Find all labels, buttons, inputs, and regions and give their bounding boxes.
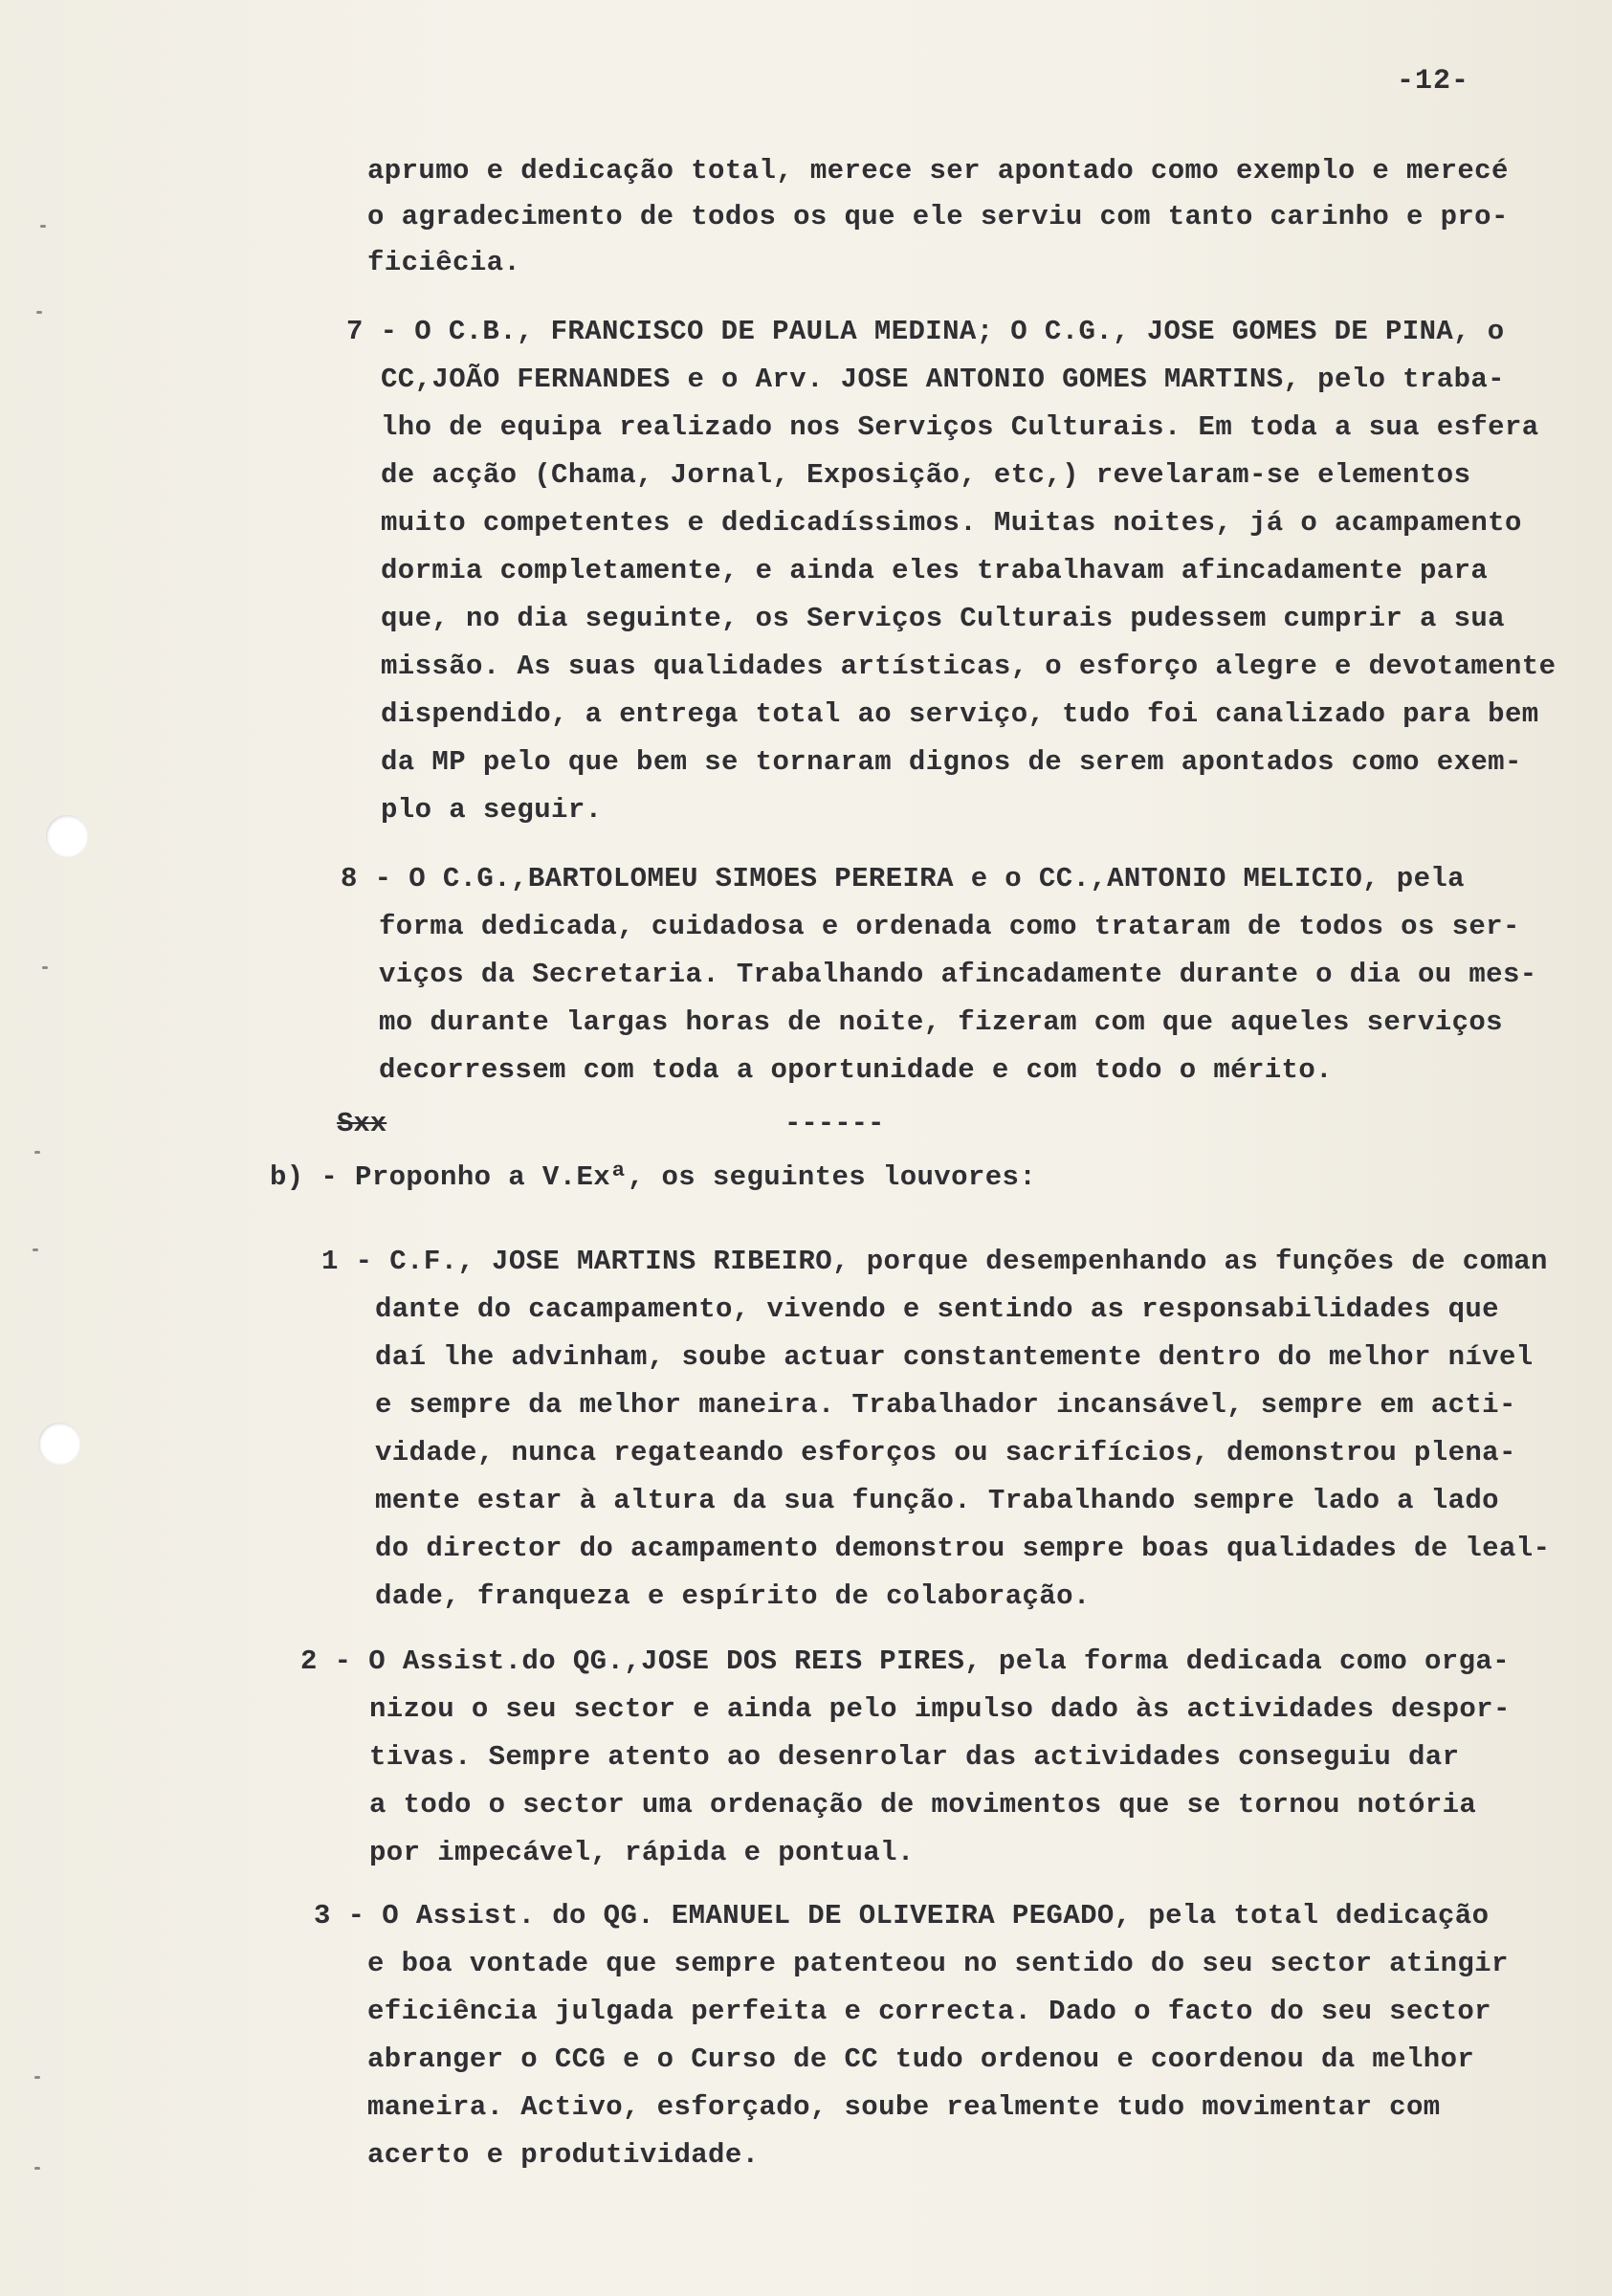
b3-line: eficiência julgada perfeita e correcta. Dado o facto do seu sector (367, 1996, 1491, 2027)
page-number: -12- (1397, 65, 1470, 98)
b3-line: 3 - O Assist. do QG. EMANUEL DE OLIVEIRA PEGADO, pela total dedicação (314, 1900, 1490, 1932)
margin-mark (34, 2167, 40, 2170)
item-8-line: mo durante largas horas de noite, fizeram com que aqueles serviços (379, 1006, 1503, 1038)
item-7-line: dormia completamente, e ainda eles trabalhavam afincadamente para (381, 555, 1489, 586)
item-7-line: muito competentes e dedicadíssimos. Muitas noites, já o acampamento (381, 507, 1522, 539)
item-7-line: lho de equipa realizado nos Serviços Culturais. Em toda a sua esfera (381, 411, 1539, 443)
intro-line: ficiêcia. (367, 247, 521, 278)
item-8-line: forma dedicada, cuidadosa e ordenada como trataram de todos os ser- (379, 911, 1520, 942)
b3-line: e boa vontade que sempre patenteou no sentido do seu sector atingir (367, 1948, 1509, 1979)
b2-line: a todo o sector uma ordenação de movimentos que se tornou notória (369, 1789, 1477, 1821)
b1-line: mente estar à altura da sua função. Trabalhando sempre lado a lado (375, 1485, 1499, 1516)
item-8-line: decorressem com toda a oportunidade e com todo o mérito. (379, 1054, 1333, 1086)
b1-line: do director do acampamento demonstrou sempre boas qualidades de leal- (375, 1533, 1551, 1564)
b1-line: dade, franqueza e espírito de colaboração. (375, 1580, 1091, 1612)
margin-mark (36, 311, 42, 314)
b1-line: 1 - C.F., JOSE MARTINS RIBEIRO, porque desempenhando as funções de coman (321, 1246, 1548, 1277)
margin-mark (34, 2076, 40, 2079)
b2-line: nizou o seu sector e ainda pelo impulso dado às actividades despor- (369, 1693, 1511, 1725)
b2-line: por impecável, rápida e pontual. (369, 1837, 915, 1868)
b1-line: daí lhe advinham, soube actuar constantemente dentro do melhor nível (375, 1341, 1534, 1373)
punch-hole-bottom (38, 1423, 80, 1465)
intro-line: o agradecimento de todos os que ele serviu com tanto carinho e pro- (367, 201, 1509, 232)
b3-line: abranger o CCG e o Curso de CC tudo ordenou e coordenou da melhor (367, 2043, 1475, 2075)
item-8-line: 8 - O C.G.,BARTOLOMEU SIMOES PEREIRA e o CC.,ANTONIO MELICIO, pela (341, 863, 1465, 894)
b2-line: 2 - O Assist.do QG.,JOSE DOS REIS PIRES, pela forma dedicada como orga- (300, 1645, 1511, 1677)
item-7-line: CC,JOÃO FERNANDES e o Arv. JOSE ANTONIO GOMES MARTINS, pelo traba- (381, 364, 1505, 395)
b3-line: maneira. Activo, esforçado, soube realmente tudo movimentar com (367, 2091, 1441, 2123)
intro-line: aprumo e dedicação total, merece ser apontado como exemplo e merecé (367, 155, 1509, 187)
b1-line: dante do cacampamento, vivendo e sentindo as responsabilidades que (375, 1293, 1499, 1325)
margin-mark (33, 1248, 38, 1251)
item-7-line: dispendido, a entrega total ao serviço, tudo foi canalizado para bem (381, 698, 1539, 730)
section-separator: ------ (784, 1108, 885, 1139)
b3-line: acerto e produtividade. (367, 2139, 760, 2171)
b1-line: e sempre da melhor maneira. Trabalhador incansável, sempre em acti- (375, 1389, 1516, 1421)
struck-text: Sxx (337, 1108, 387, 1139)
b1-line: vidade, nunca regateando esforços ou sacrifícios, demonstrou plena- (375, 1437, 1516, 1468)
item-7-line: de acção (Chama, Jornal, Exposição, etc,) revelaram-se elementos (381, 459, 1471, 491)
section-b-heading: b) - Proponho a V.Exª, os seguintes louvores: (270, 1161, 1037, 1193)
item-7-line: da MP pelo que bem se tornaram dignos de serem apontados como exem- (381, 746, 1522, 778)
margin-mark (42, 966, 48, 969)
margin-mark (40, 225, 46, 228)
punch-hole-top (46, 815, 88, 857)
item-7-line: missão. As suas qualidades artísticas, o esforço alegre e devotamente (381, 651, 1557, 682)
margin-mark (34, 1151, 40, 1154)
b2-line: tivas. Sempre atento ao desenrolar das actividades conseguiu dar (369, 1741, 1460, 1773)
item-7-line: que, no dia seguinte, os Serviços Culturais pudessem cumprir a sua (381, 603, 1505, 634)
item-7-line: 7 - O C.B., FRANCISCO DE PAULA MEDINA; O C.G., JOSE GOMES DE PINA, o (346, 316, 1505, 347)
item-7-line: plo a seguir. (381, 794, 603, 826)
item-8-line: viços da Secretaria. Trabalhando afincadamente durante o dia ou mes- (379, 959, 1537, 990)
